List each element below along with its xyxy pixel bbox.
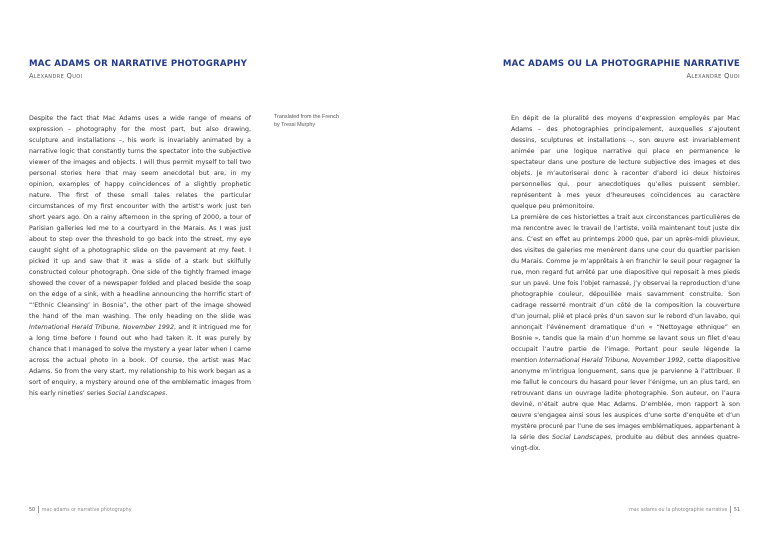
left-page-footer [29,506,132,513]
right-body-italic-title: Social Landscapes [552,434,611,441]
footer-divider [730,506,731,513]
left-body-text-run: , and it intrigued me for a long time before I found out who had taken it. It was purely by chance that I managed to solve the mystery a year later when I came across the actual photo in a book. Of course, the artist was Mac Adams. So from the very start, my relationship to his work began as a sort of enquiry, a mystery around one of the emblematic images from his early nineties’ series [29,324,251,397]
left-page-title: MAC ADAMS OR NARRATIVE PHOTOGRAPHY [29,59,248,69]
left-body-text-run: . [165,390,168,397]
right-page-footer [629,506,740,513]
right-running-footer: mac adams ou la photographie narrative [629,508,728,513]
translator-line-2: by Tressi Murphy [274,122,316,129]
right-body-text-run: , produite au début des années quatre-vingt-dix. [511,434,741,452]
right-body-paragraph-2 [511,212,740,454]
left-body-paragraph [29,113,251,399]
left-body-italic-title: International Herald Tribune, November 1992 [29,324,174,331]
translator-credit [274,113,344,129]
right-body-text-run: La première de ces historiettes a trait aux circonstances particulières de ma rencontre avec le travail de l’artiste, voilà maintenant tout juste dix ans. C’est en effet au printemps 2000 que, par un après-midi pluvieux, des visites de galeries me menèrent dans une cour du quartier parisien du Marais. Comme je m’apprêtais à en franchir le seuil pour regagner la rue, mon regard fut arrêté par une diapositive qui reposait à mes pieds sur un pavé. Une fois l’objet ramassé, j’y observai la reproduction d’une photographie couleur, dépouillée mais savamment construite. Son cadrage resserré montrait d’un côté de la composition la couverture d’un journal, plié et placé près d’un savon sur le rebord d’un lavabo, qui annonçait l’événement dramatique d’un « “Nettoyage ethnique” en Bosnie », tandis que la main d’un homme se lavant sous un filet d’eau occupait l’autre partie de l’image. Portant pour seule légende la mention [511,214,740,364]
right-page-title: MAC ADAMS OU LA PHOTOGRAPHIE NARRATIVE [502,59,740,69]
left-page-number: 50 [29,508,36,513]
left-running-footer: mac adams or narrative photography [41,508,132,513]
right-body-paragraph-1: En dépit de la pluralité des moyens d’expression employés par Mac Adams – des photographies principalement, auxquelles s’ajoutent dessins, sculptures et installations –, son œuvre est invariablement animée par une logique narrative qui place en permanence le spectateur dans une posture de lecture subjective des images et des objets. Je m’autoriserai donc à raconter d’abord ici deux histoires personnelles qui, pour anecdotiques qu’elles puissent sembler, représentent à mes yeux d’heureuses coïncidences au caractère quelque peu prémonitoire. [511,115,740,210]
left-page-author: Alexandre Quoi [29,72,83,80]
footer-divider [38,506,39,513]
left-body-italic-title: Social Landscapes [107,390,166,397]
right-body-text-run: , cette diapositive anonyme m’intrigua longuement, sans que je parvienne à l’attribuer. Il me fallut le concours du hasard pour lever l’énigme, un an plus tard, en retrouvant dans un ouvrage ladite photographie. Son auteur, on l’aura deviné, n’était autre que Mac Adams. D’emblée, mon rapport à son œuvre s’engagea ainsi sous les auspices d’une sorte d’enquête et d’un mystère procuré par l’une de ses images emblématiques, appartenant à la série des [511,357,740,441]
right-page-author: Alexandre Quoi [686,72,740,80]
left-page-body [29,113,251,399]
translator-line-1: Translated from the French [274,114,339,120]
right-page-number: 51 [733,508,740,513]
left-body-text-run: Despite the fact that Mac Adams uses a wide range of means of expression – photography for the most part, but also drawing, sculpture and installations –, his work is invariably animated by a narrative logic that constantly turns the spectator into the subjective viewer of the images and objects. I will thus permit myself to tell two personal stories here that may seem anecdotal but are, in my opinion, examples of happy coincidences of a slightly prophetic nature. The first of these small tales relates the particular circumstances of my first encounter with the artist’s work just ten short years ago. On a rainy afternoon in the spring of 2000, a tour of Parisian galleries led me to a courtyard in the Marais. As I was just about to step over the threshold to go back into the street, my eye caught sight of a photographic slide on the pavement at my feet. I picked it up and saw that it was a slide of a stark but skilfully constructed colour photograph. One side of the tightly framed image showed the cover of a newspaper folded and placed beside the soap on the edge of a sink, with a headline announcing the horrific start of “‘Ethnic Cleansing’ in Bosnia”, the other part of the image showed the hand of the man washing. The only heading on the slide was [29,115,251,320]
right-body-italic-title: International Herald Tribune, November 1992 [539,357,684,364]
right-page-body [511,113,740,454]
